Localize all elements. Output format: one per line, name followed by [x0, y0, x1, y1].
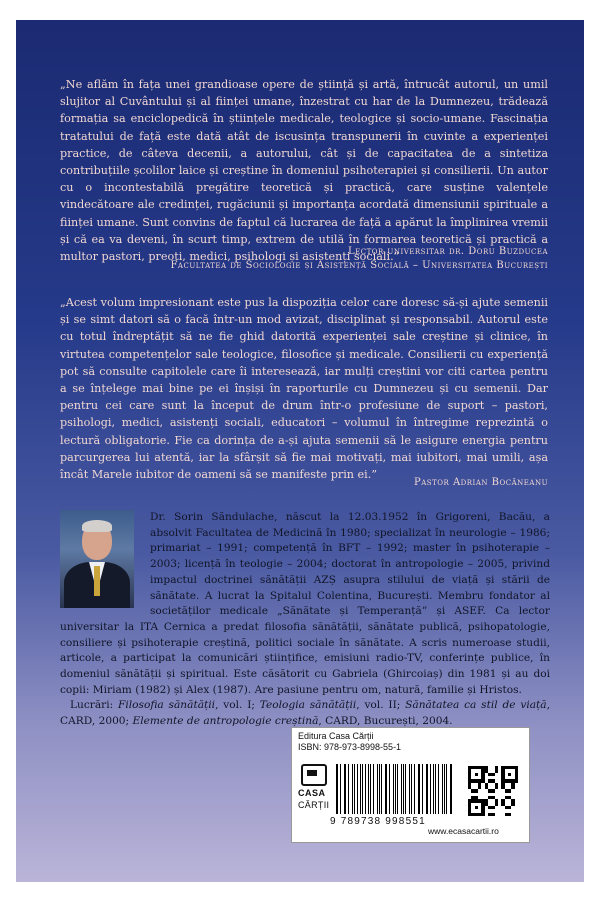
endorsement-quote-2: „Acest volum impresionant este pus la dispoziția celor care doresc să-și ajute semenii și se simt datori să o facă într-un mod avizat, disciplinat și responsabil. Autorul este cu totul îndreptățit să ne fie ghid datorită experienței sale creștine și clinice, în virtutea competențelor sale teologice, filosofice și medicale. Consilierii cu experiență pot să consulte capitolele care îi interesează, iar mulți creștini vor citi cartea pentru a se înțelege mai bine pe ei înșiși în raporturile cu Dumnezeu și cu semenii. Dar pentru cei care sunt la început de drum într-o profesiune de suport – pastori, psihologi, medici, asistenți sociali, educatori – volumul în întregime reprezintă o lectură obligatorie. Fie ca dorința de a-și ajuta semenii să le asigure energia pentru parcurgerea lui atentă, iar la sfârșit să fie mai motivați, mai iubitori, mai umili, așa încât Marele iubitor de oameni să se manifeste prin ei.”: [60, 296, 548, 482]
barcode-digits: 9 789738 998551: [330, 816, 426, 827]
barcode-bar: [352, 764, 353, 814]
barcode-bar: [419, 764, 420, 814]
publisher-website: www.ecasacartii.ro: [428, 826, 499, 836]
work-volume: , vol. I;: [215, 699, 260, 712]
work-title: Teologia sănătății: [259, 699, 357, 712]
isbn-barcode: [330, 764, 454, 827]
endorsement-author-1: Lector universitar dr. Doru Buzducea: [347, 246, 548, 257]
barcode-bar: [411, 764, 412, 814]
barcode-bar: [386, 764, 387, 814]
work-title: Filosofia sănătății: [118, 699, 216, 712]
qr-module: [515, 813, 518, 816]
barcode-bar: [377, 764, 378, 814]
barcode-bar: [389, 764, 390, 814]
logo-text-cartii: CĂRȚII: [298, 800, 330, 810]
book-icon-inner: [307, 770, 317, 776]
work-title: Elemente de antropologie creștină: [132, 715, 319, 728]
works-label: Lucrări:: [70, 699, 114, 712]
barcode-bar: [348, 764, 349, 814]
author-bio-text: Dr. Sorin Săndulache, născut la 12.03.1952 în Grigoreni, Bacău, a absolvit Facultatea de Medicină în 1980; specializat în neurologie – 1986; primariat – 1991; competență în BFT – 1992; master în psihoterapie – 2003; licență în teologie – 2004; doctorat în antropologie – 2005, privind impactul doctrinei sănătății AZȘ asupra stilului de viață și stării de sănătate. A lucrat la Spitalul Colentina, București. Membru fondator al societăților medicale „Sănătate și Temperanță” și ASEF. Ca lector universitar la ITA Cernica a predat filosofia sănătății, sănătate publică, psihopatologie, consiliere și psihoterapie creștină, politici sociale în sănătate. A scris numeroase studii, articole, a participat la comunicări științifice, emisiuni radio-TV, conferințe publice, în domeniul sănătății și spiritual. Este căsătorit cu Gabriela (Ghircoiaș) din 1981 și au doi copii: Miriam (1982) și Alex (1987). Are pasiune pentru om, natură, familie și Hristos.: [60, 511, 550, 696]
publisher-logo: [298, 764, 328, 824]
barcode-bar: [438, 764, 439, 814]
photo-hair: [82, 520, 112, 532]
photo-tie: [94, 566, 100, 596]
author-photo: [60, 510, 134, 608]
work-title: Sănătatea ca stil de viață: [405, 699, 547, 712]
barcode-bar: [405, 764, 406, 814]
work-publisher: , CARD, București, 2004.: [318, 715, 453, 728]
logo-text-casa: CASA: [298, 788, 326, 798]
barcode-bar: [360, 764, 361, 814]
author-works: [60, 698, 550, 729]
endorsement-author-2: Pastor Adrian Bocăneanu: [414, 477, 548, 488]
barcode-bar: [340, 764, 341, 814]
isbn-text: ISBN: 978-973-8998-55-1: [298, 742, 402, 752]
qr-code: [468, 766, 518, 816]
work-volume: , vol. II;: [356, 699, 406, 712]
barcode-bar: [373, 764, 374, 814]
publisher-box: [291, 727, 530, 843]
endorsement-affiliation-1: Facultatea de Sociologie și Asistență Socială – Universitatea București: [170, 260, 548, 271]
work-publisher: , CARD, 2000;: [60, 699, 550, 728]
barcode-bar: [397, 764, 398, 814]
endorsement-quote-1: „Ne aflăm în fața unei grandioase opere de știință și artă, întrucât autorul, un umil slujitor al Cuvântului și al ființei umane, înzestrat cu har de la Dumnezeu, trădează formația sa enciclopedică în științele medicale, teologice și socio-umane. Fascinația tratatului de față este dată atât de iscusința transpunerii în cuvinte a experienței practice, de câteva decenii, a autorului, cât și de capacitatea de a sintetiza contribuțiile școlilor laice și creștine în domeniul psihoterapiei și consilierii. Un autor cu o incontestabilă pregătire teoretică și practică, care susține valențele vindecătoare ale credinței, rugăciunii și importanța acordată dimensiunii spirituale a ființei umane. Sunt convins de faptul că lucrarea de față a apărut la împlinirea vremii și că ea va deveni, în scurt timp, extrem de utilă în formarea teoretică și practică a multor pastori, preoți, medici, psihologi și asistenți sociali.”: [60, 78, 548, 264]
barcode-bar: [433, 764, 434, 814]
barcode-bar: [422, 764, 423, 814]
publisher-name: Editura Casa Cărții: [298, 731, 374, 741]
barcode-bar: [368, 764, 369, 814]
barcode-bar: [446, 764, 447, 814]
barcode-bars: [336, 764, 454, 814]
